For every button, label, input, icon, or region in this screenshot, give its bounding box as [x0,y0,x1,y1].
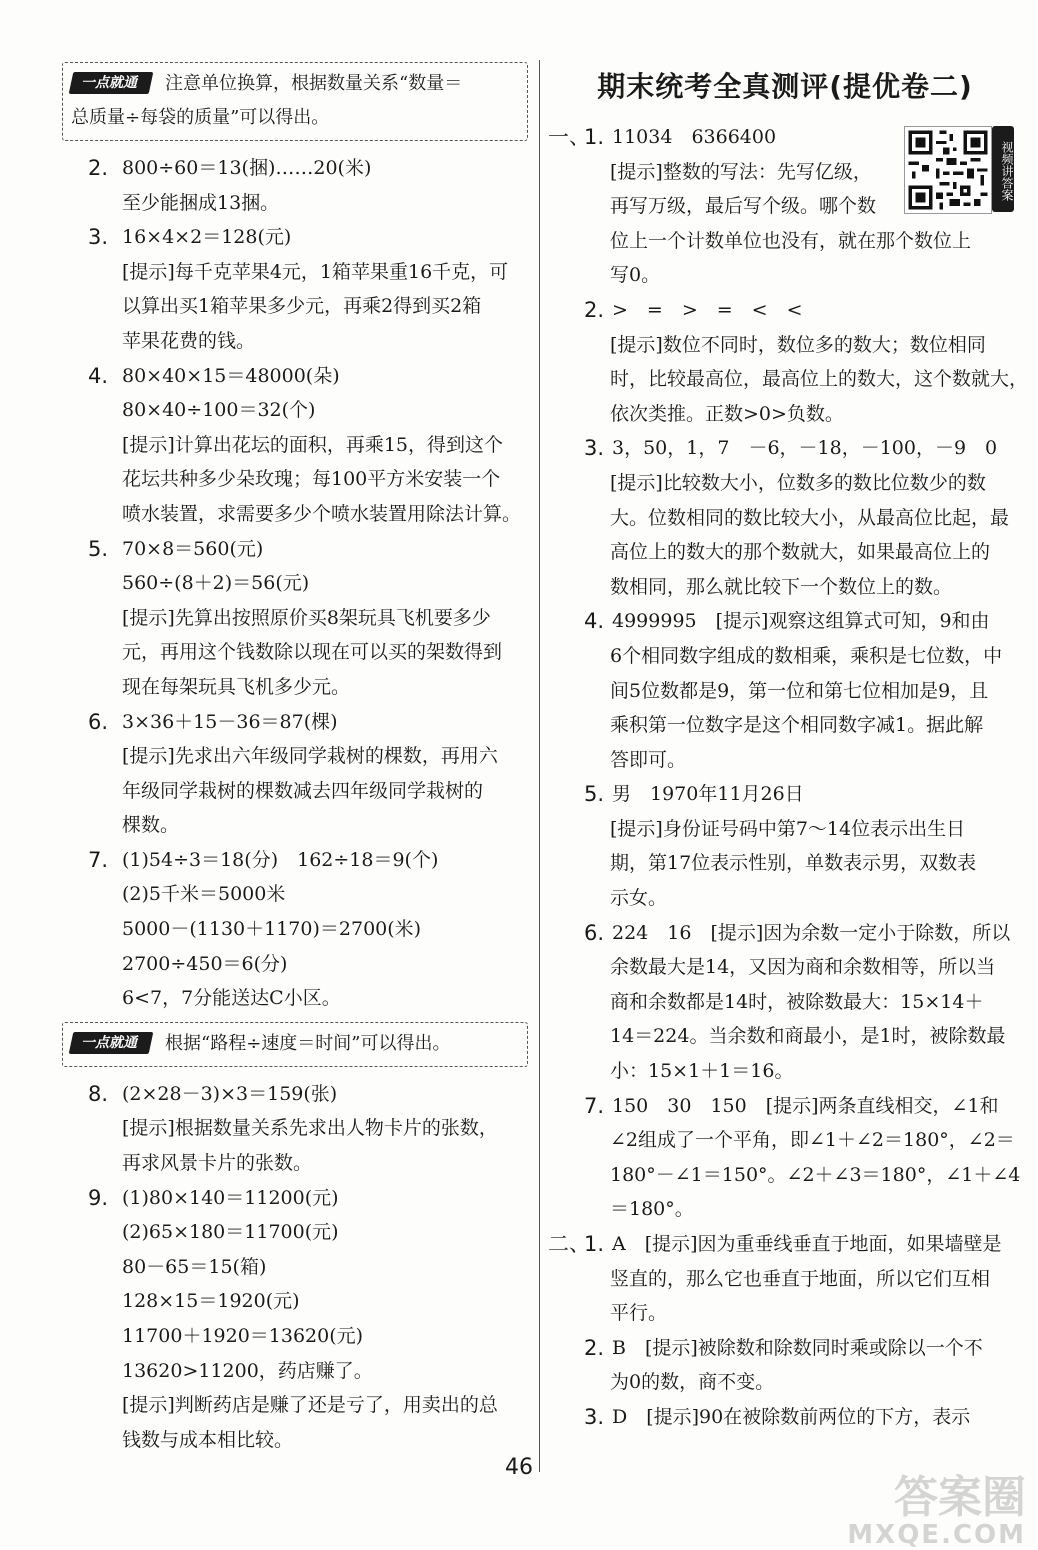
right-answer-list [572,120,1029,1227]
answer-number: 5. [584,782,605,807]
answer-line: 高位上的数大的那个数就大，如果最高位上的 [610,541,991,564]
answer-line: 钱数与成本相比较。 [122,1428,294,1451]
answer-line: (1)80×140＝11200(元) [122,1186,339,1209]
tip-box-2 [62,1022,528,1067]
section-number: 二、 [548,1232,590,1256]
answer-line: 6<7，7分能送达C小区。 [122,987,341,1010]
answer-line: 花坛共种多少朵玫瑰；每100平方米安装一个 [122,468,501,491]
answer-line: D [提示]90在被除数前两位的下方，表示 [612,1405,971,1428]
answer-line: 喷水装置，求需要多少个喷水装置用除法计算。 [122,502,522,525]
answer-item [48,151,532,220]
answer-line: (2×28－3)×3＝159(张) [122,1082,338,1105]
answer-line: [提示]每千克苹果4元，1箱苹果重16千克，可 [122,260,509,283]
answer-line: A [提示]因为重垂线垂直于地面，如果墙壁是 [612,1233,1002,1255]
answer-line: 6个相同数字组成的数相乘，乘积是七位数，中 [610,644,1003,667]
tip-text: 根据“路程÷速度＝时间”可以得出。 [165,1032,451,1054]
answer-item [572,120,1018,293]
answer-line: 元，再用这个钱数除以现在可以买的架数得到 [122,641,503,664]
answer-line: 示女。 [610,887,668,910]
answer-line: 依次类推。正数>0>负数。 [610,402,844,425]
answer-line: 小：15×1＋1＝16。 [610,1060,794,1083]
answer-line: (1)54÷3＝18(分) 162÷18＝9(个) [122,848,439,871]
answer-item [572,1331,1018,1400]
answer-line: 3×36＋15－36＝87(棵) [122,710,338,733]
answer-number: 1. [584,125,605,149]
answer-line: [提示]先算出按照原价买8架玩具飞机要多少 [122,606,491,629]
answer-line: 80－65＝15(箱) [122,1255,267,1278]
answer-item [48,1181,532,1458]
answer-number: 9. [88,1185,109,1210]
answer-line: 为0的数，商不变。 [610,1371,775,1394]
answer-line: 11700＋1920＝13620(元) [122,1325,364,1347]
tip-badge: 一点就通 [69,72,154,94]
answer-number: 6. [88,709,109,734]
answer-line: 商和余数都是14时，被除数最大：15×14＋ [610,990,984,1013]
answer-item [572,1400,1018,1435]
answer-line: 位上一个计数单位也没有，就在那个数位上 [610,229,972,252]
answer-number: 4. [584,609,605,634]
right-answer-list-2 [572,1227,1018,1435]
answer-line: 再写万级，最后写个级。哪个数 [610,195,877,218]
answer-line: (2)5千米＝5000米 [122,883,286,906]
answer-line: [提示]身份证号码中第7～14位表示出生日 [610,817,966,840]
answer-item [48,220,532,358]
answer-number: 3. [88,225,109,250]
answer-line: 至少能捆成13捆。 [122,191,280,214]
answer-number: 7. [584,1093,605,1118]
answer-number: 2. [584,297,605,322]
tip-box-1 [62,62,528,141]
answer-item [572,777,1018,915]
answer-line: 800÷60＝13(捆)……20(米) [122,157,372,179]
answer-item [48,1077,532,1181]
answer-line: [提示]根据数量关系先求出人物卡片的张数， [122,1117,498,1140]
answer-line: 4999995 [提示]观察这组算式可知，9和由 [612,610,990,633]
answer-line: 答即可。 [610,748,687,771]
answer-line: 苹果花费的钱。 [122,329,256,352]
answer-line: [提示]判断药店是赚了还是亏了，用卖出的总 [122,1394,498,1417]
answer-line: 150 30 150 [提示]两条直线相交，∠1和 [612,1094,999,1117]
answer-number: 3. [584,1404,605,1429]
answer-line: 间5位数都是9，第一位和第七位相加是9，且 [610,679,989,702]
answer-line: 80×40÷100＝32(个) [122,399,316,422]
column-divider [539,60,540,1472]
answer-number: 4. [88,363,109,388]
answer-item [572,916,1018,1089]
answer-line: 时，比较最高位，最高位上的数大，这个数就大， [610,368,1029,391]
answer-line: 70×8＝560(元) [122,537,264,560]
answer-line: 男 1970年11月26日 [612,783,804,806]
answer-line: > = > = < < [612,298,803,321]
answer-line: 16×4×2＝128(元) [122,226,292,249]
answer-number: 2. [88,156,109,180]
answer-item [572,1227,1018,1331]
left-column [62,56,532,1457]
answer-line: 棵数。 [122,814,180,837]
answer-item [48,843,532,1016]
answer-line: [提示]比较数大小，位数多的数比位数少的数 [610,471,986,494]
answer-line: 13620>11200，药店赚了。 [122,1359,373,1382]
answer-line: 180°－∠1＝150°。∠2＋∠3＝180°，∠1＋∠4 [610,1163,1021,1186]
answer-number: 3. [584,436,605,461]
answer-line: 以算出买1箱苹果多少元，再乘2得到买2箱 [122,295,482,318]
answer-item [572,431,1018,604]
answer-number: 8. [88,1081,109,1106]
answer-number: 7. [88,847,109,872]
answer-line: ＝180°。 [610,1198,694,1221]
answer-line: 3，50，1，7 －6，－18，－100，－9 0 [612,437,998,460]
answer-line: 560÷(8＋2)＝56(元) [122,572,310,595]
watermark-logo: 答案圈 MXQE.COM [847,1472,1026,1550]
answer-line: 数相同，那么就比较下一个数位上的数。 [610,575,953,598]
answer-line: [提示]整数的写法：先写亿级， [610,160,872,183]
answer-line: 期，第17位表示性别，单数表示男，双数表 [610,852,977,875]
answer-number: 2. [584,1335,605,1360]
tip-text: 总质量÷每袋的质量”可以得出。 [71,107,330,128]
answer-line: 80×40×15＝48000(朵) [122,364,340,387]
answer-line: 11034 6366400 [612,126,777,148]
answer-line: 5000－(1130＋1170)＝2700(米) [122,918,422,941]
answer-line: 年级同学栽树的棵数减去四年级同学栽树的 [122,779,484,802]
answer-item [48,359,532,532]
section-number: 一、 [548,125,590,149]
tip-text: 注意单位换算，根据数量关系“数量＝ [165,73,463,94]
tip-badge: 一点就通 [69,1032,154,1054]
answer-line: 再求风景卡片的张数。 [122,1152,313,1175]
answer-item [572,293,1029,431]
answer-line: 现在每架玩具飞机多少元。 [122,675,351,698]
answer-line: 128×15＝1920(元) [122,1290,300,1313]
answer-line: [提示]计算出花坛的面积，再乘15，得到这个 [122,433,504,456]
answer-line: ∠2组成了一个平角，即∠1＋∠2＝180°，∠2＝ [610,1129,1015,1152]
answer-number: 6. [584,920,605,945]
section-title: 期末统考全真测评(提优卷二) [597,70,973,103]
answer-line: [提示]数位不同时，数位多的数大；数位相同 [610,333,986,356]
answer-number: 5. [88,536,109,561]
answer-line: [提示]先求出六年级同学栽树的棵数，再用六 [122,745,498,768]
answer-line: (2)65×180＝11700(元) [122,1221,339,1244]
answer-line: 大。位数相同的数比较大小，从最高位比起，最 [610,506,1010,529]
answer-line: B [提示]被除数和除数同时乘或除以一个不 [612,1336,983,1359]
left-answer-list-2 [48,1077,532,1458]
page-number: 46 [505,1455,533,1480]
answer-item [48,705,532,843]
answer-line: 乘积第一位数字是这个相同数字减1。据此解 [610,714,984,737]
answer-item [48,532,532,705]
answer-number: 1. [584,1232,605,1256]
right-column [548,56,1029,1435]
left-answer-list [48,151,532,1016]
answer-line: 平行。 [610,1302,668,1325]
answer-item [572,604,1018,777]
qr-video-label: 视频讲答案 [992,126,1014,212]
answer-line: 余数最大是14，又因为商和余数相等，所以当 [610,956,996,979]
answer-line: 2700÷450＝6(分) [122,952,288,975]
answer-item [572,1089,1021,1227]
answer-line: 竖直的，那么它也垂直于地面，所以它们互相 [610,1267,991,1290]
answer-line: 写0。 [610,264,661,287]
answer-line: 14＝224。当余数和商最小，是1时，被除数最 [610,1025,1006,1048]
answer-line: 224 16 [提示]因为余数一定小于除数，所以 [612,921,1011,944]
